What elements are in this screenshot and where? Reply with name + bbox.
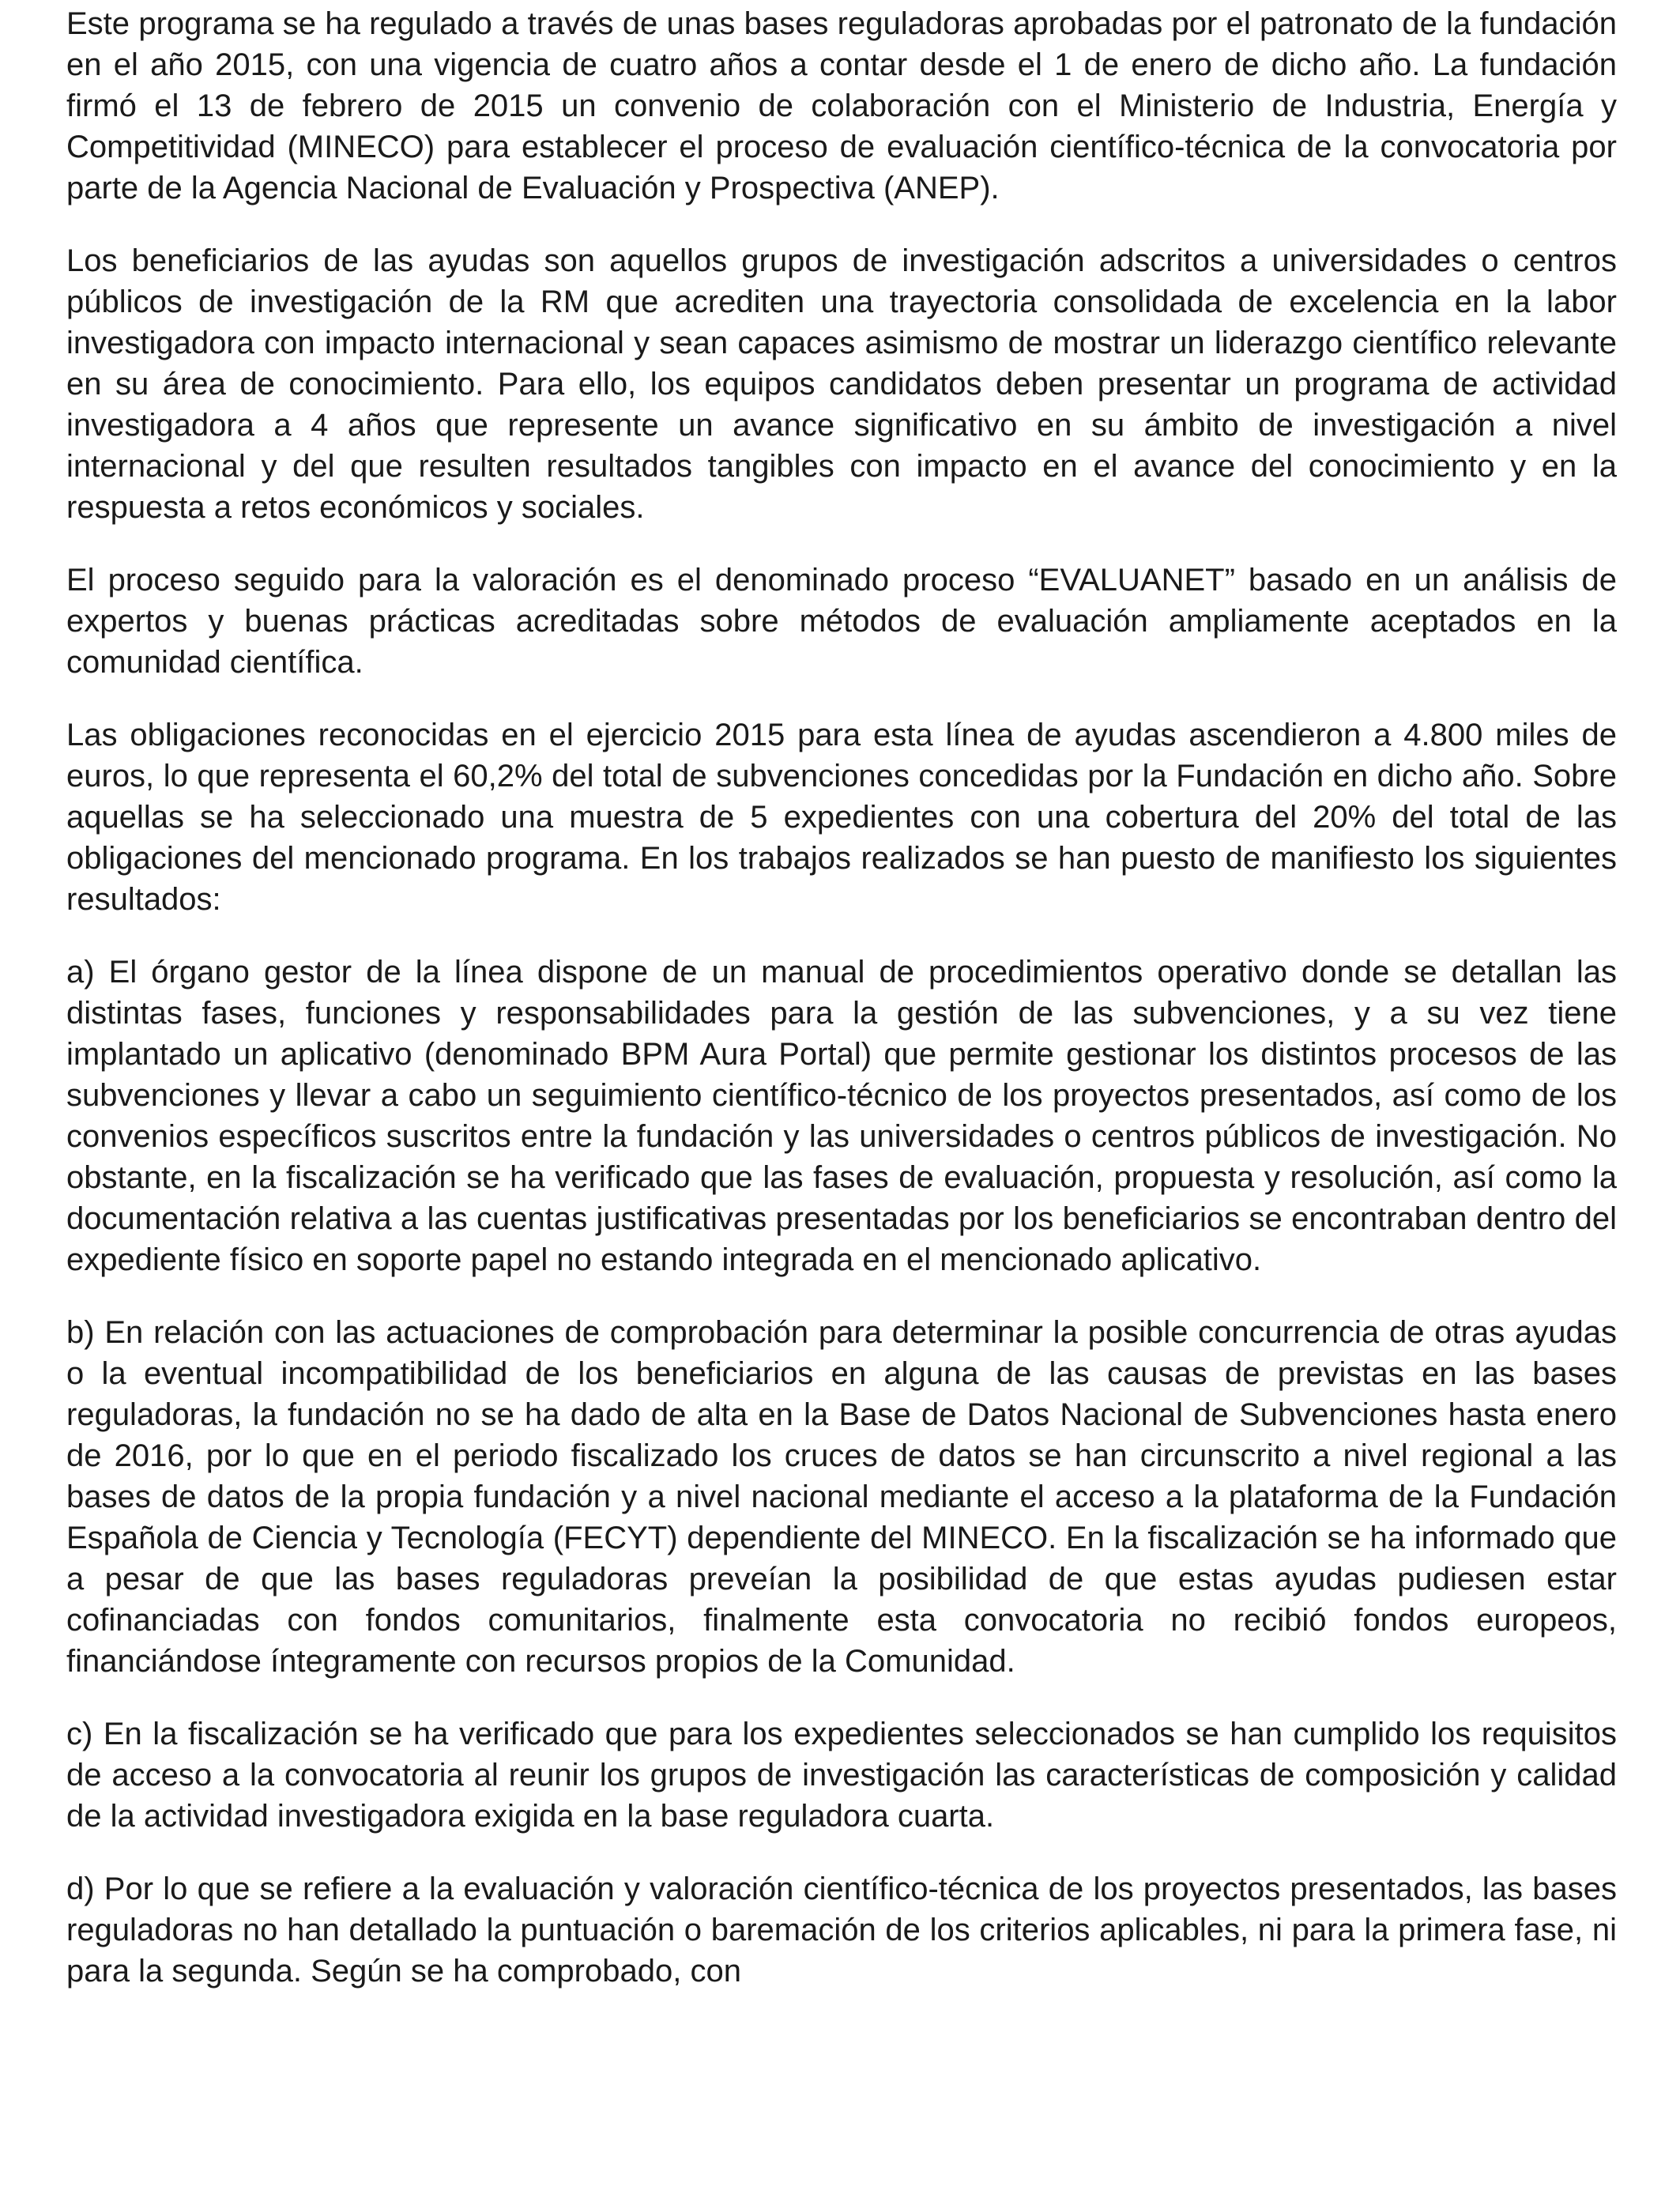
paragraph-finding-d: d) Por lo que se refiere a la evaluación y valoración científico-técnica de los proyectos presentados, las bases reguladoras no han detallado la puntuación o baremación de los criterios aplicables, ni para la primera fase, ni para la segunda. Según se ha comprobado, con <box>66 1872 1617 1989</box>
paragraph-evaluanet-process: El proceso seguido para la valoración es el denominado proceso “EVALUANET” basado en un análisis de expertos y buenas prácticas acreditadas sobre métodos de evaluación ampliamente aceptados en la comunidad científica. <box>66 563 1617 680</box>
paragraph-finding-b: b) En relación con las actuaciones de comprobación para determinar la posible concurrencia de otras ayudas o la eventual incompatibilidad de los beneficiarios en alguna de las causas de previstas en las bases reguladoras, la fundación no se ha dado de alta en la Base de Datos Nacional de Subvenciones hasta enero de 2016, por lo que en el periodo fiscalizado los cruces de datos se han circunscrito a nivel regional a las bases de datos de la propia fundación y a nivel nacional mediante el acceso a la plataforma de la Fundación Española de Ciencia y Tecnología (FECYT) dependiente del MINECO. En la fiscalización se ha informado que a pesar de que las bases reguladoras preveían la posibilidad de que estas ayudas pudiesen estar cofinanciadas con fondos comunitarios, finalmente esta convocatoria no recibió fondos europeos, financiándose íntegramente con recursos propios de la Comunidad. <box>66 1315 1617 1679</box>
paragraph-program-regulation: Este programa se ha regulado a través de unas bases reguladoras aprobadas por el patronato de la fundación en el año 2015, con una vigencia de cuatro años a contar desde el 1 de enero de dicho año. La fundación firmó el 13 de febrero de 2015 un convenio de colaboración con el Ministerio de Industria, Energía y Competitividad (MINECO) para establecer el proceso de evaluación científico-técnica de la convocatoria por parte de la Agencia Nacional de Evaluación y Prospectiva (ANEP). <box>66 6 1617 205</box>
paragraph-finding-c: c) En la fiscalización se ha verificado que para los expedientes seleccionados se han cumplido los requisitos de acceso a la convocatoria al reunir los grupos de investigación las características de composición y calidad de la actividad investigadora exigida en la base reguladora cuarta. <box>66 1717 1617 1834</box>
paragraph-beneficiaries: Los beneficiarios de las ayudas son aquellos grupos de investigación adscritos a universidades o centros públicos de investigación de la RM que acrediten una trayectoria consolidada de excelencia en la labor investigadora con impacto internacional y sean capaces asimismo de mostrar un liderazgo científico relevante en su área de conocimiento. Para ello, los equipos candidatos deben presentar un programa de actividad investigadora a 4 años que represente un avance significativo en su ámbito de investigación a nivel internacional y del que resulten resultados tangibles con impacto en el avance del conocimiento y en la respuesta a retos económicos y sociales. <box>66 243 1617 525</box>
paragraph-obligations: Las obligaciones reconocidas en el ejercicio 2015 para esta línea de ayudas ascendieron a 4.800 miles de euros, lo que representa el 60,2% del total de subvenciones concedidas por la Fundación en dicho año. Sobre aquellas se ha seleccionado una muestra de 5 expedientes con una cobertura del 20% del total de las obligaciones del mencionado programa. En los trabajos realizados se han puesto de manifiesto los siguientes resultados: <box>66 718 1617 917</box>
paragraph-finding-a: a) El órgano gestor de la línea dispone de un manual de procedimientos operativo donde se detallan las distintas fases, funciones y responsabilidades para la gestión de las subvenciones, y a su vez tiene implantado un aplicativo (denominado BPM Aura Portal) que permite gestionar los distintos procesos de las subvenciones y llevar a cabo un seguimiento científico-técnico de los proyectos presentados, así como de los convenios específicos suscritos entre la fundación y las universidades o centros públicos de investigación. No obstante, en la fiscalización se ha verificado que las fases de evaluación, propuesta y resolución, así como la documentación relativa a las cuentas justificativas presentadas por los beneficiarios se encontraban dentro del expediente físico en soporte papel no estando integrada en el mencionado aplicativo. <box>66 955 1617 1277</box>
document-page <box>66 3 1617 1992</box>
